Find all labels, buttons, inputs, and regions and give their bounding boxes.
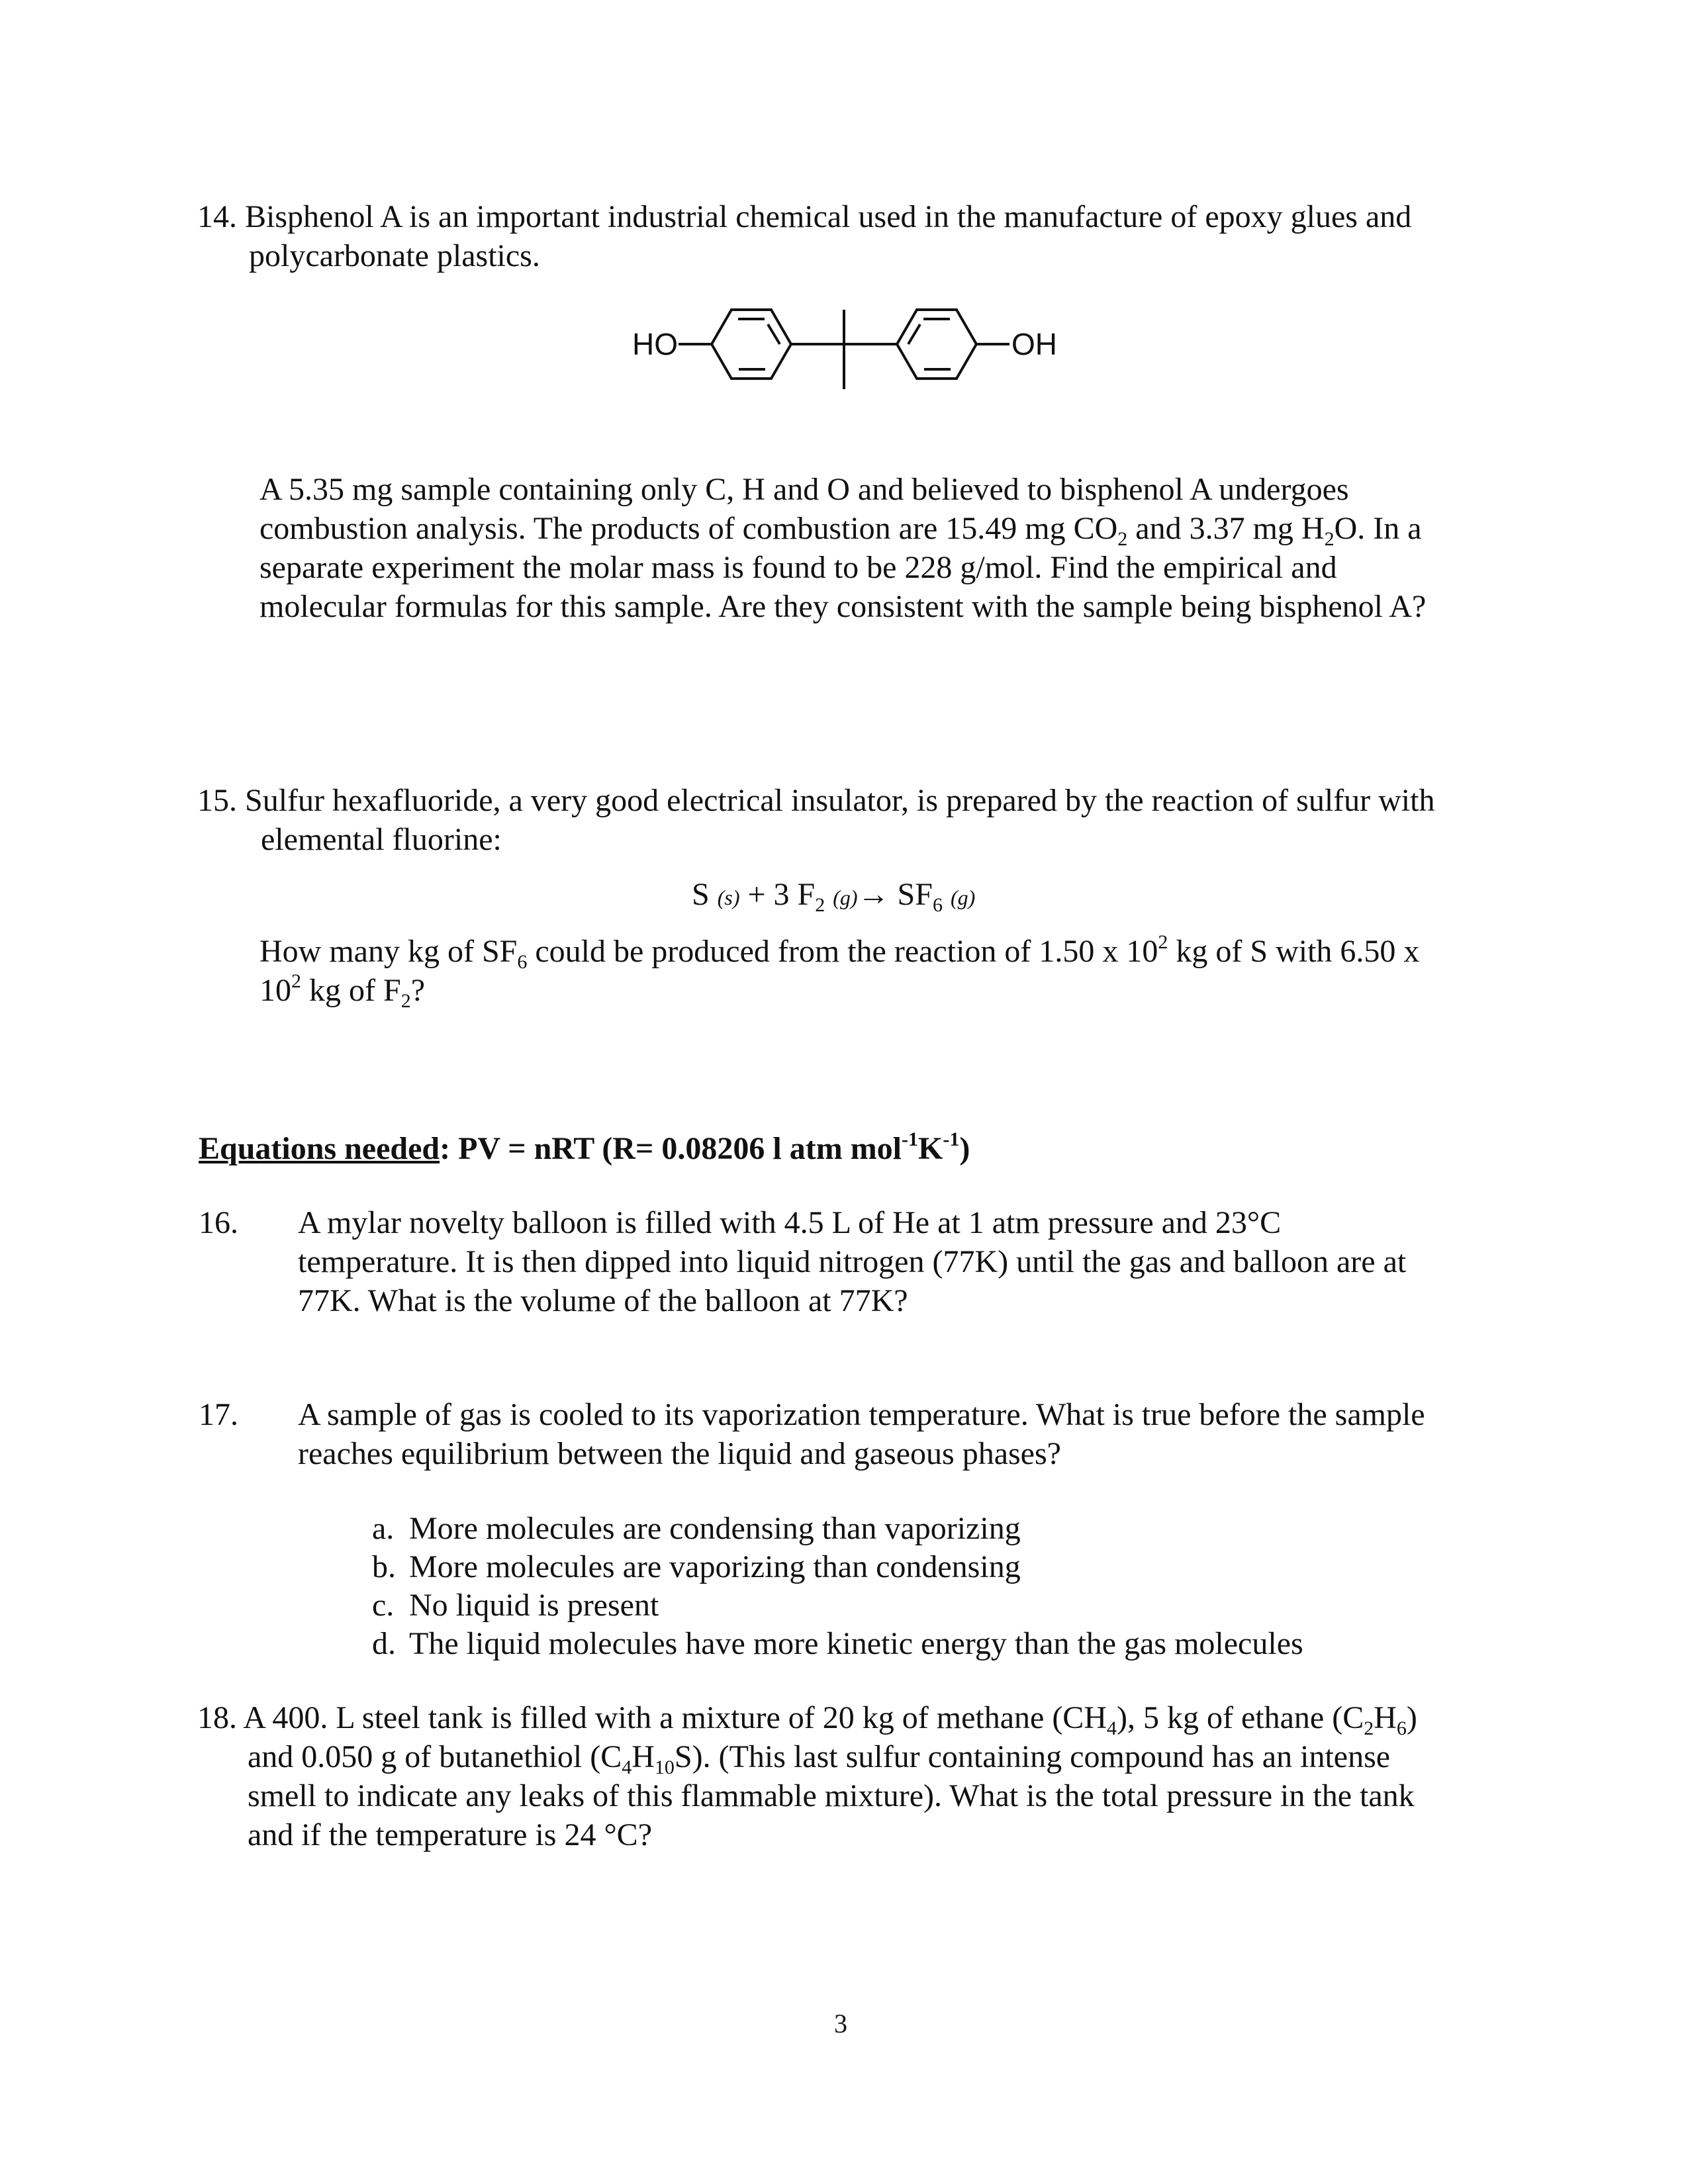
- bisphenol-a-diagram: [622, 291, 1072, 397]
- question-text: reaches equilibrium between the liquid and gaseous phases?: [298, 1436, 1061, 1471]
- question-text: A mylar novelty balloon is filled with 4.5 L of He at 1 atm pressure and 23°C: [298, 1205, 1282, 1240]
- question-text: elemental fluorine:: [261, 822, 502, 857]
- bisphenol-a-structure: [622, 291, 1072, 397]
- reaction-arrow: →: [857, 877, 890, 912]
- question-15: [197, 781, 1508, 859]
- reaction-equation: S (s) + 3 $F_2$ $(g)\to SF_6$ (g): [692, 877, 976, 916]
- answer-choice-a: a. More molecules are condensing than vaporizing: [372, 1511, 1021, 1546]
- question-17: [199, 1395, 1509, 1473]
- question-text: A 5.35 mg sample containing only C, H and O and believed to bisphenol A undergoes: [259, 472, 1349, 507]
- ideal-gas-equation: PV = nRT (R= 0.08206 l atm mol: [458, 1131, 902, 1166]
- question-text: polycarbonate plastics.: [249, 238, 540, 273]
- question-number: 16.: [199, 1205, 238, 1240]
- question-14-body: [259, 470, 1517, 626]
- question-15-body: How many kg of $SF_6$ could be produced from the reaction of 1.50 x $10^2$ kg of S with 6.50 x $10^2$ kg of $F_2$?: [259, 931, 1420, 1012]
- question-number: 17.: [199, 1397, 238, 1432]
- question-text: O. In a: [1334, 511, 1422, 546]
- section-heading: Equations needed: [199, 1131, 440, 1166]
- question-text: combustion analysis. The products of combustion are 15.49 mg CO: [259, 511, 1118, 546]
- equations-needed: Equations needed: PV = nRT (R= 0.08206 l atm $mol^{-1}K^{-1}$): [199, 1128, 970, 1166]
- oh-label: OH: [1011, 327, 1057, 361]
- ho-label: HO: [632, 327, 678, 361]
- question-text: separate experiment the molar mass is found to be 228 g/mol. Find the empirical and: [259, 550, 1337, 585]
- question-text: and 3.37 mg H: [1127, 511, 1325, 546]
- question-text: temperature. It is then dipped into liquid nitrogen (77K) until the gas and balloon are at: [298, 1244, 1407, 1279]
- question-text: and if the temperature is 24 °C?: [248, 1817, 652, 1852]
- subscript: 2: [1324, 528, 1335, 550]
- question-number: 18.: [197, 1700, 237, 1735]
- question-number: 14.: [197, 199, 237, 234]
- question-text: molecular formulas for this sample. Are they consistent with the sample being bisphenol A?: [259, 589, 1427, 624]
- answer-choice-d: d. The liquid molecules have more kinetic energy than the gas molecules: [372, 1626, 1303, 1661]
- subscript: 2: [1117, 528, 1128, 550]
- question-16: [199, 1203, 1509, 1320]
- question-text: Sulfur hexafluoride, a very good electrical insulator, is prepared by the reaction of sulfur with: [245, 783, 1435, 818]
- question-text: 77K. What is the volume of the balloon at 77K?: [298, 1283, 908, 1318]
- question-text: smell to indicate any leaks of this flammable mixture). What is the total pressure in the tank: [248, 1778, 1415, 1813]
- question-text: A sample of gas is cooled to its vaporization temperature. What is true before the sample: [298, 1397, 1425, 1432]
- question-14: [197, 197, 1508, 275]
- page-number: 3: [834, 2009, 847, 2038]
- answer-choice-c: c. No liquid is present: [372, 1588, 659, 1623]
- question-number: 15.: [197, 783, 237, 818]
- answer-choices: [372, 1509, 1497, 1663]
- question-text: Bisphenol A is an important industrial chemical used in the manufacture of epoxy glues and: [245, 199, 1412, 234]
- question-18: 18. A 400. L steel tank is filled with a mixture of 20 kg of methane $(CH_4)$, 5 kg of ethane $(C_2H_6)$ and 0.050 g of butanethiol $(C_4H_{10}S)$. (This last sulfur containing compound has an intense smell to indicate any leaks of this flammable mixture). What is the total pressure in the tank and if the temperature is 24 °C?: [197, 1698, 1508, 1854]
- answer-choice-b: b. More molecules are vaporizing than condensing: [372, 1549, 1021, 1584]
